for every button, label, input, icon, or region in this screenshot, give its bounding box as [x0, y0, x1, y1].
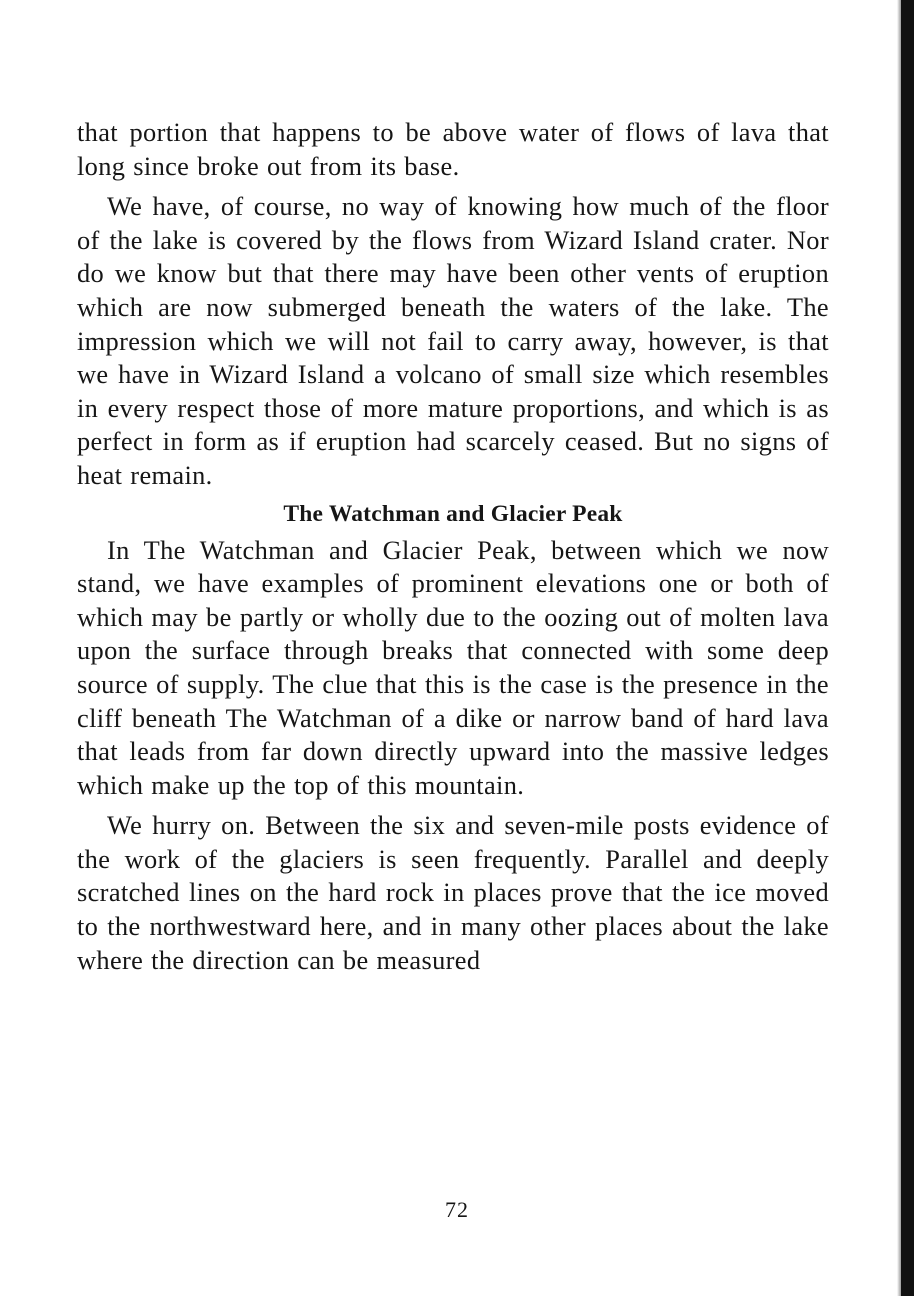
paragraph-glaciers: We hurry on. Between the six and seven-mile posts evidence of the work of the glaciers is seen frequently. Parallel and deeply scratched lines on the hard rock in places prove that the ice moved to the northwestward here, and in many other places about the lake where the direction can be measured — [77, 810, 829, 975]
section-heading: The Watchman and Glacier Peak — [283, 500, 623, 527]
paragraph-continuation: that portion that happens to be above water of flows of lava that long since broke out from its base. — [77, 117, 829, 181]
paragraph-watchman: In The Watchman and Glacier Peak, between which we now stand, we have examples of prominent elevations one or both of which may be partly or wholly due to the oozing out of molten lava upon the surface through breaks that connected with some deep source of supply. The clue that this is the case is the presence in the cliff beneath The Watchman of a dike or narrow band of hard lava that leads from far down directly upward into the massive ledges which make up the top of this mountain. — [77, 534, 829, 800]
page-edge-binding — [901, 0, 914, 1296]
text-column — [77, 116, 829, 977]
page-number: 72 — [445, 1197, 469, 1222]
paragraph-wizard-island: We have, of course, no way of knowing how much of the floor of the lake is covered by the flows from Wizard Island crater. Nor do we know but that there may have been other vents of eruption which are now submerged beneath the waters of the lake. The impression which we will not fail to carry away, however, is that we have in Wizard Island a volcano of small size which resembles in every respect those of more mature proportions, and which is as perfect in form as if eruption had scarcely ceased. But no signs of heat remain. — [77, 191, 829, 490]
